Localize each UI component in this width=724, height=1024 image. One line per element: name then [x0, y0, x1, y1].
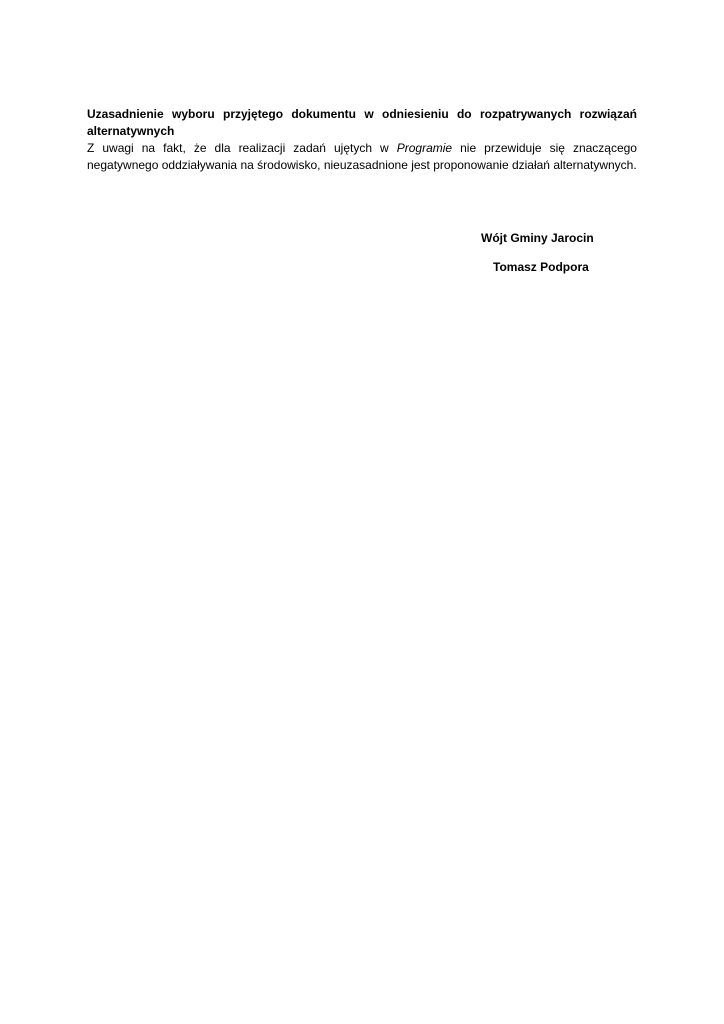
paragraph-text-end: nie przewiduje się znaczącego negatywnego oddziaływania na środowisko, nieuzasadnione jest proponowanie działań alternatywnych. [87, 141, 637, 172]
body-paragraph [87, 140, 637, 173]
document-content [87, 106, 637, 173]
section-heading: Uzasadnienie wyboru przyjętego dokumentu w odniesieniu do rozpatrywanych rozwiązań alternatywnych [87, 107, 637, 138]
paragraph-italic-term: Programie [396, 141, 453, 155]
signature-name: Tomasz Podpora [493, 260, 589, 274]
signature-title: Wójt Gminy Jarocin [481, 231, 594, 245]
paragraph-text-start: Z uwagi na fakt, że dla realizacji zadań ujętych w [87, 141, 397, 155]
